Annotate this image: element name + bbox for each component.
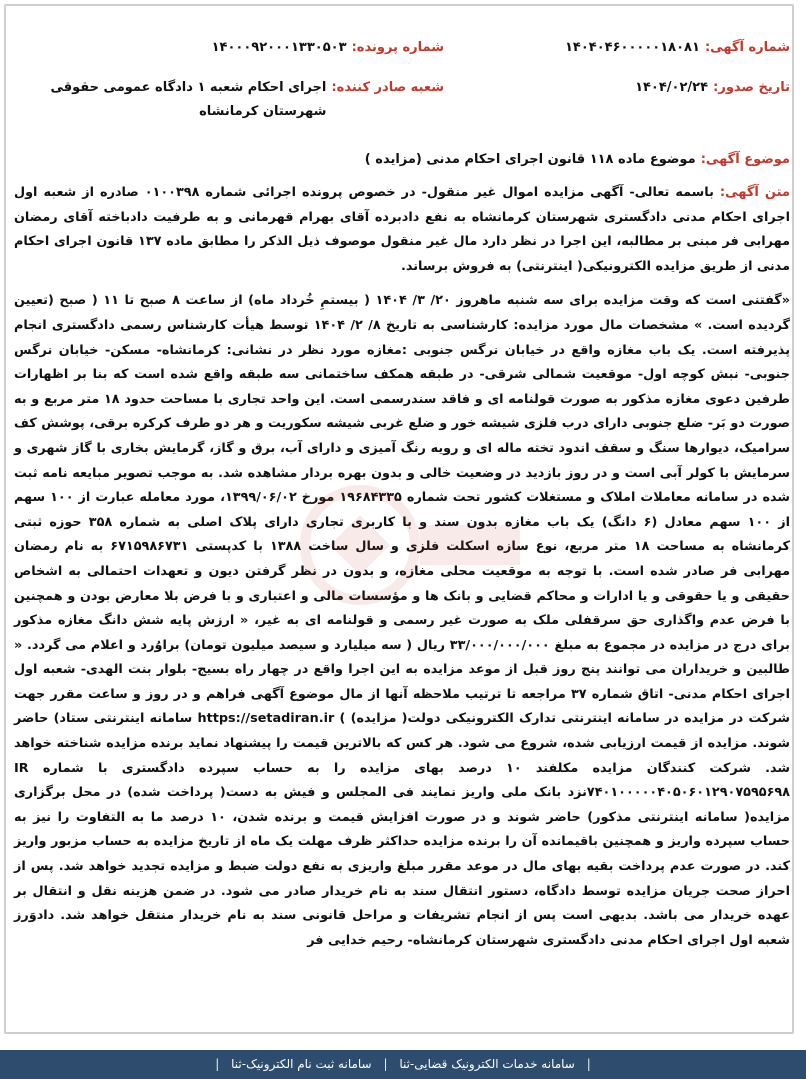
footer-bar: | سامانه خدمات الکترونیک قضایی-ثنا | سامانه ثبت نام الکترونیک-ثنا | [0, 1050, 806, 1079]
subject-label: موضوع آگهی: [700, 152, 790, 167]
file-number-value: ۱۴۰۰۰۹۲۰۰۰۱۳۳۰۵۰۳ [211, 40, 347, 55]
branch-label: شعبه صادر کننده: [331, 80, 444, 95]
body-intro: باسمه تعالی- آگهی مزایده اموال غیر منقول- در خصوص پرونده اجرائی شماره ۰۱۰۰۳۹۸ صادره از شعبه اول اجرای احکام مدنی دادگستری شهرستان کرمانشاه به نفع دادبرده آقای بهرام قهرمانی و به طرفیت دادباخته آقای رمضان مهرابی فر مبنی بر مطالبه، این اجرا در نظر دارد مال غیر منقول موصوف ذیل الذکر را مطابق ماده ۱۳۷ قانون اجرای احکام مدنی از طریق مزایده الکترونیکی( اینترنتی) به فروش برساند. [14, 185, 790, 274]
issue-date-value: ۱۴۰۴/۰۲/۲۴ [635, 80, 709, 95]
notice-main-paragraph [14, 289, 790, 953]
branch-value: اجرای احکام شعبه ۱ دادگاه عمومی حقوقی شهرستان کرمانشاه [50, 80, 327, 119]
notice-body [14, 181, 790, 963]
body-main-part1: «گفتنی است که وقت مزایده برای سه شنبه ماهروز ۲۰/ ۳/ ۱۴۰۴ ( بیستمِ خُرداد ماه) از ساعت ۸ صبح تا ۱۱ ( صبح (تعیین گردیده است. » مشخصات مال مورد مزایده: کارشناسی به تاریخ ۸/ ۲/ ۱۴۰۴ توسط هیأت کارشناس رسمی دادگستری انجام پذیرفته است. یک باب مغازه واقع در خیابان نرگس جنوبی :مغازه مورد نظر در نشانی: کرمانشاه- مسکن- خیابان نرگس جنوبی- نبش کوچه اول- موقعیت شمالی شرقی- در طبقه همکف ساختمانی سه طبقه واقع شده است که بنا بر اظهارات طرفین دعوی مغازه مذکور به صورت قولنامه ای و فاقد سندرسمی است. این واحد تجاری با مساحت حدود ۱۸ متر مربع و به صورت دو بَر- ضلع جنوبی دارای درب فلزی شیشه خور و ضلع غربی شیشه سکوریت و هر دو طرف کرکره برقی، پوشش کف سرامیک، دیوارها سنگ و سقف اندود تخته ماله ای و رویه رنگ آمیزی و دارای آب، برق و گاز، گرمایش بخاری با گاز شهری و سرمایش با کولر آبی است و در روز بازدید در وضعیت خالی و بدون بهره بردار مشاهده شد. به موجب تصویر مبایعه نامه ثبت شده در سامانه معاملات املاک و مستغلات کشور تحت شماره ۱۹۶۸۴۳۳۵ مورخ ۱۳۹۹/۰۶/۰۲، مورد معامله عبارت از ۱۰۰ سهم از ۱۰۰ سهم معادل (۶ دانگ) یک باب مغازه بدون سند و با کاربری تجاری دارای پلاک اصلی به شماره ۳۵۸ حوزه ثبتی کرمانشاه به مساحت ۱۸ متر مربع، نوع سازه اسکلت فلزی و سال ساخت ۱۳۸۸ با کدپستی ۶۷۱۵۹۸۶۷۳۱ به نام رمضان مهرابی فر صادر شده است. با توجه به موقعیت محلی مغازه، و بدون در نظر گرفتن دیون و تعهدات احتمالی به اشخاص حقیقی و یا حقوقی و یا ادارات و محاکم قضایی و بانک ها و مؤسسات مالی و اعتباری و با فرض بلا معارض بودن و همچنین با فرض عدم واگذاری حق سرقفلی ملک به صورت غیر رسمی و قولنامه ای به غیر، « ارزش پایه شش دانگ مغازه مذکور برای درج در مزایده در مجموع به مبلغ ۳۳/۰۰۰/۰۰۰/۰۰۰ ریال ( سه میلیارد و سیصد میلیون تومان) براوُرد و اعلام می گردد. « طالبین و خریداران می توانند پنج روز قبل از موعد مزایده به این اجرا واقع در چهار راه بسیج- بلوار بنت الهدی- شعبه اول اجرای احکام مدنی- اتاق شماره ۳۷ مراجعه تا ترتیب ملاحظه آنها از مال موضوع آگهی فراهم و در روز و ساعت مقرر جهت شرکت در مزایده در سامانه اینترنتی تدارک الکترونیکی دولت( مزایده) ) [14, 293, 791, 727]
branch-row [46, 76, 444, 124]
notice-intro-paragraph [14, 181, 790, 279]
subject-row [20, 148, 790, 167]
notice-number-label: شماره آگهی: [704, 40, 790, 55]
footer-link-sana-registration[interactable]: سامانه ثبت نام الکترونیک-ثنا [231, 1057, 372, 1071]
file-number-row [212, 36, 444, 55]
notice-number-value: ۱۴۰۴۰۴۶۰۰۰۰۰۱۸۰۸۱ [565, 40, 700, 55]
setad-url: https://setadiran.ir [197, 711, 335, 727]
body-label: متن آگهی: [719, 185, 790, 200]
subject-value: موضوع ماده ۱۱۸ قانون اجرای احکام مدنی (مزایده ) [364, 152, 696, 167]
file-number-label: شماره پرونده: [351, 40, 444, 55]
footer-link-sana-services[interactable]: سامانه خدمات الکترونیک قضایی-ثنا [399, 1057, 575, 1071]
issue-date-row [635, 76, 790, 95]
body-main-part2: سامانه اینترنتی ستاد) حاضر شوند. مزایده از قیمت ارزیابی شده، شروع می شود. هر کس که بالاترین قیمت را پیشنهاد نماید برنده مزایده شناخته خواهد شد. شرکت کنندگان مزایده مکلفند ۱۰ درصد بهای مزایده را به حساب سپرده دادگستری با شماره IR ۷۴۰۱۰۰۰۰۰۴۰۵۰۶۰۱۲۹۰۷۵۹۵۶۹۸نزد بانک ملی واریز نمایند فی المجلس و فیش به دست( پرداخت شده) در محل برگزاری مزایده( سامانه اینترنتی مذکور) حاضر شوند و در صورت افزایش قیمت و برنده شدن، ۱۰ درصد ما به التفاوت را نیز به حساب سپرده واریز و همچنین باقیمانده آن را برنده مزایده حداکثر ظرف مهلت یک ماه از تاریخ مزایده به حساب مزبور واریز کند. در صورت عدم پرداخت بقیه بهای مال در موعد مقرر مبلغ واریزی به نفع دولت ضبط و مزایده تجدید خواهد شد. پس از احراز صحت جریان مزایده توسط دادگاه، دستور انتقال سند به نام خریدار صادر می شود. در ضمن هزینه نقل و انتقال بر عهده خریدار می باشد. بدیهی است پس از انجام تشریفات و مراحل قانونی سند به نام خریدار منتقل خواهد شد. دادوَرز شعبه اول اجرای احکام مدنی دادگستری شهرستان کرمانشاه- رحیم خدایی فر [14, 711, 790, 948]
notice-number-row [565, 36, 790, 55]
issue-date-label: تاریخ صدور: [713, 80, 790, 95]
